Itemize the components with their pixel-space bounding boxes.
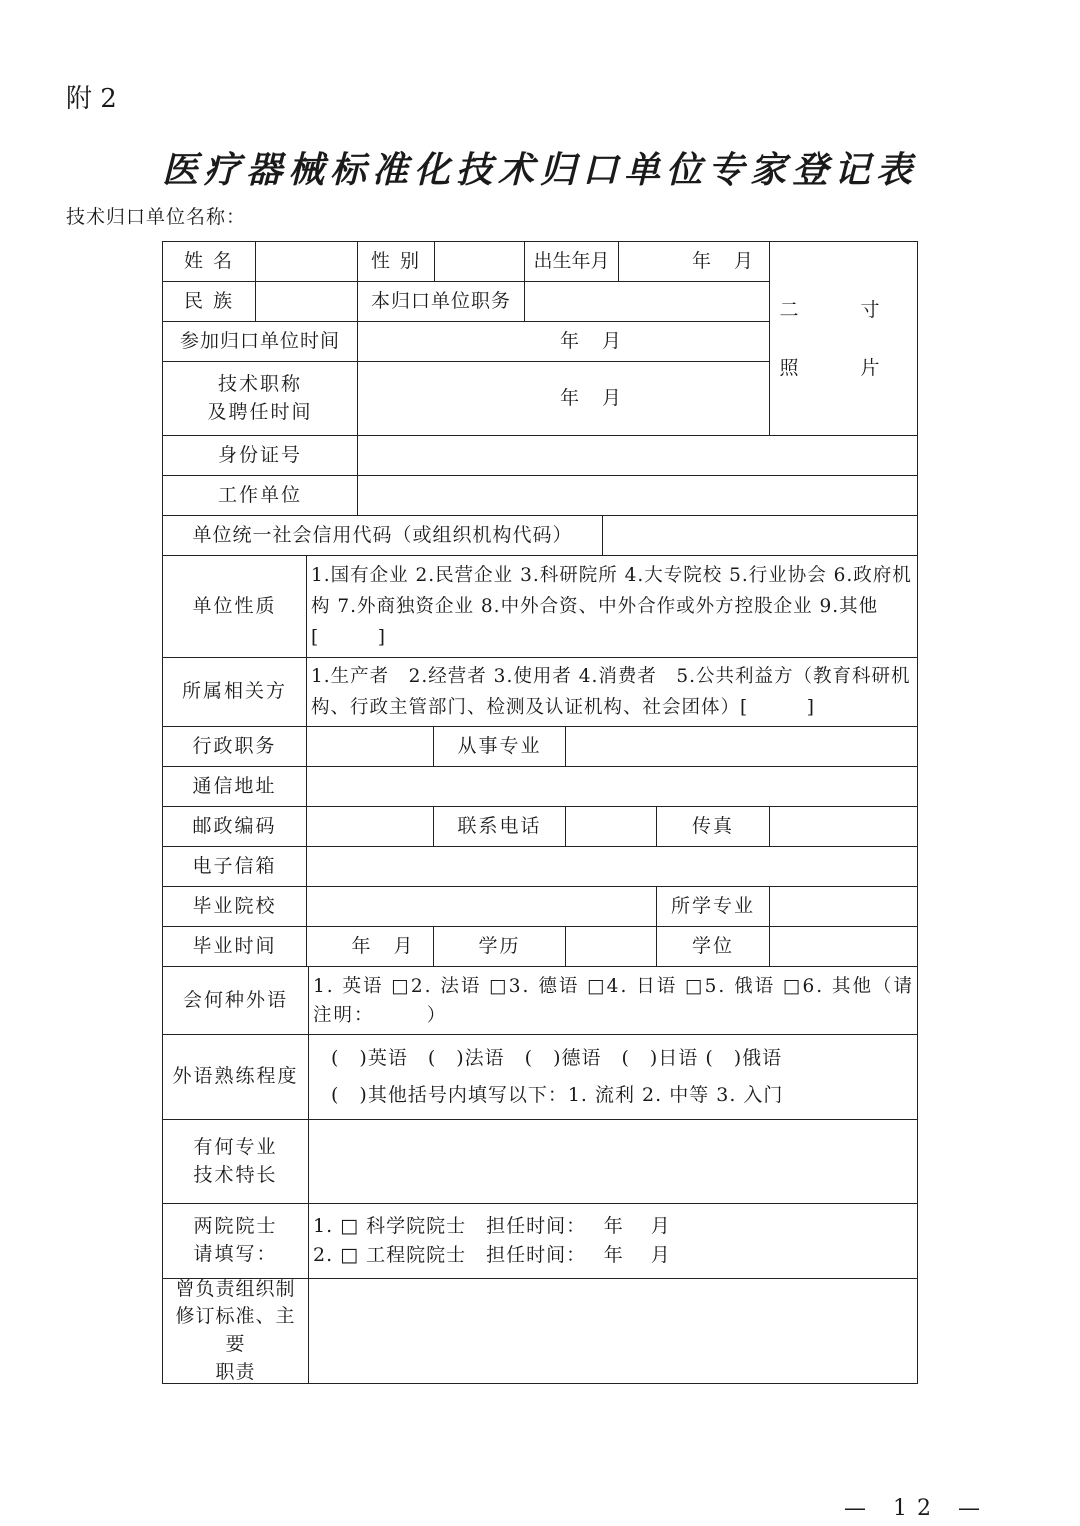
- unit-position-field[interactable]: [524, 281, 770, 322]
- tech-title-label-line2: 及聘任时间: [207, 400, 313, 423]
- postcode-field[interactable]: [306, 806, 434, 847]
- proficiency-options[interactable]: [308, 1034, 918, 1120]
- specialty-field[interactable]: [565, 726, 918, 767]
- phone-field[interactable]: [565, 806, 657, 847]
- join-time-field[interactable]: 年 月: [357, 321, 770, 362]
- attachment-label: 附 2: [66, 84, 117, 114]
- work-unit-field[interactable]: [357, 475, 918, 516]
- grad-time-label: 毕业时间: [162, 926, 307, 967]
- fax-label: 传真: [656, 806, 770, 847]
- gender-label: 性 别: [357, 241, 435, 282]
- ethnicity-label: 民 族: [162, 281, 256, 322]
- academician-line-1: 1. □ 科学院院士 担任时间： 年 月: [313, 1215, 671, 1237]
- languages-label: 会何种外语: [162, 966, 309, 1035]
- major-label: 所学专业: [656, 886, 770, 927]
- unit-nature-label: 单位性质: [162, 555, 307, 658]
- stakeholder-options[interactable]: 1.生产者 2.经营者 3.使用者 4.消费者 5.公共利益方（教育科研机构、行政主管部门、检测及认证机构、社会团体）[ ]: [306, 657, 918, 727]
- address-field[interactable]: [306, 766, 918, 807]
- phone-label: 联系电话: [433, 806, 566, 847]
- fax-field[interactable]: [769, 806, 918, 847]
- specialty-label: 从事专业: [433, 726, 566, 767]
- name-field[interactable]: [255, 241, 358, 282]
- page-title: 医疗器械标准化技术归口单位专家登记表: [161, 149, 918, 191]
- email-label: 电子信箱: [162, 846, 307, 887]
- standards-field[interactable]: [308, 1278, 918, 1384]
- proficiency-label: 外语熟练程度: [162, 1034, 309, 1120]
- work-unit-label: 工作单位: [162, 475, 358, 516]
- unit-nature-options[interactable]: 1.国有企业 2.民营企业 3.科研院所 4.大专院校 5.行业协会 6.政府机构 7.外商独资企业 8.中外合资、中外合作或外方控股企业 9.其他[ ]: [306, 555, 918, 658]
- birth-field[interactable]: 年 月: [618, 241, 770, 282]
- expertise-label-line1: 有何专业: [193, 1135, 278, 1158]
- tech-title-label: [162, 361, 358, 436]
- academician-label: [162, 1203, 309, 1279]
- unit-name-label: 技术归口单位名称：: [66, 206, 247, 228]
- id-label: 身份证号: [162, 435, 358, 476]
- school-field[interactable]: [306, 886, 657, 927]
- stakeholder-label: 所属相关方: [162, 657, 307, 727]
- tech-title-field[interactable]: 年 月: [357, 361, 770, 436]
- education-label: 学历: [433, 926, 566, 967]
- degree-label: 学位: [656, 926, 770, 967]
- major-field[interactable]: [769, 886, 918, 927]
- ethnicity-field[interactable]: [255, 281, 358, 322]
- education-field[interactable]: [565, 926, 657, 967]
- email-field[interactable]: [306, 846, 918, 887]
- school-label: 毕业院校: [162, 886, 307, 927]
- id-field[interactable]: [357, 435, 918, 476]
- standards-label: [162, 1278, 309, 1384]
- expertise-label: [162, 1119, 309, 1204]
- admin-post-field[interactable]: [306, 726, 434, 767]
- proficiency-line-2: ( )其他括号内填写以下：1. 流利 2. 中等 3. 入门: [331, 1084, 784, 1106]
- page-number: — 12 —: [844, 1496, 990, 1521]
- gender-field[interactable]: [434, 241, 525, 282]
- postcode-label: 邮政编码: [162, 806, 307, 847]
- grad-time-field[interactable]: 年 月: [306, 926, 434, 967]
- academician-label-line2: 请填写：: [193, 1243, 278, 1265]
- join-time-label: 参加归口单位时间: [162, 321, 358, 362]
- admin-post-label: 行政职务: [162, 726, 307, 767]
- proficiency-line-1: ( )英语 ( )法语 ( )德语 ( )日语 ( )俄语: [331, 1047, 783, 1069]
- academician-options[interactable]: [308, 1203, 918, 1279]
- address-label: 通信地址: [162, 766, 307, 807]
- degree-field[interactable]: [769, 926, 918, 967]
- credit-code-field[interactable]: [602, 515, 918, 556]
- expertise-field[interactable]: [308, 1119, 918, 1204]
- photo-label-1: 二 寸: [779, 298, 908, 321]
- expertise-label-line2: 技术特长: [193, 1163, 278, 1186]
- photo-box: [769, 241, 918, 436]
- unit-position-label: 本归口单位职务: [357, 281, 525, 322]
- birth-label: 出生年月: [524, 241, 619, 282]
- academician-label-line1: 两院院士: [193, 1215, 278, 1238]
- standards-label-line3: 职责: [215, 1360, 256, 1383]
- standards-label-line2: 修订标准、主要: [175, 1305, 296, 1355]
- photo-label-2: 照 片: [779, 356, 908, 379]
- academician-line-2: 2. □ 工程院院士 担任时间： 年 月: [313, 1244, 671, 1266]
- name-label: 姓 名: [162, 241, 256, 282]
- tech-title-label-line1: 技术职称: [217, 372, 302, 395]
- standards-label-line1: 曾负责组织制: [175, 1277, 296, 1300]
- credit-code-label: 单位统一社会信用代码（或组织机构代码）: [162, 515, 603, 556]
- languages-options[interactable]: 1. 英语 □2. 法语 □3. 德语 □4. 日语 □5. 俄语 □6. 其他（请注明： ）: [308, 966, 918, 1035]
